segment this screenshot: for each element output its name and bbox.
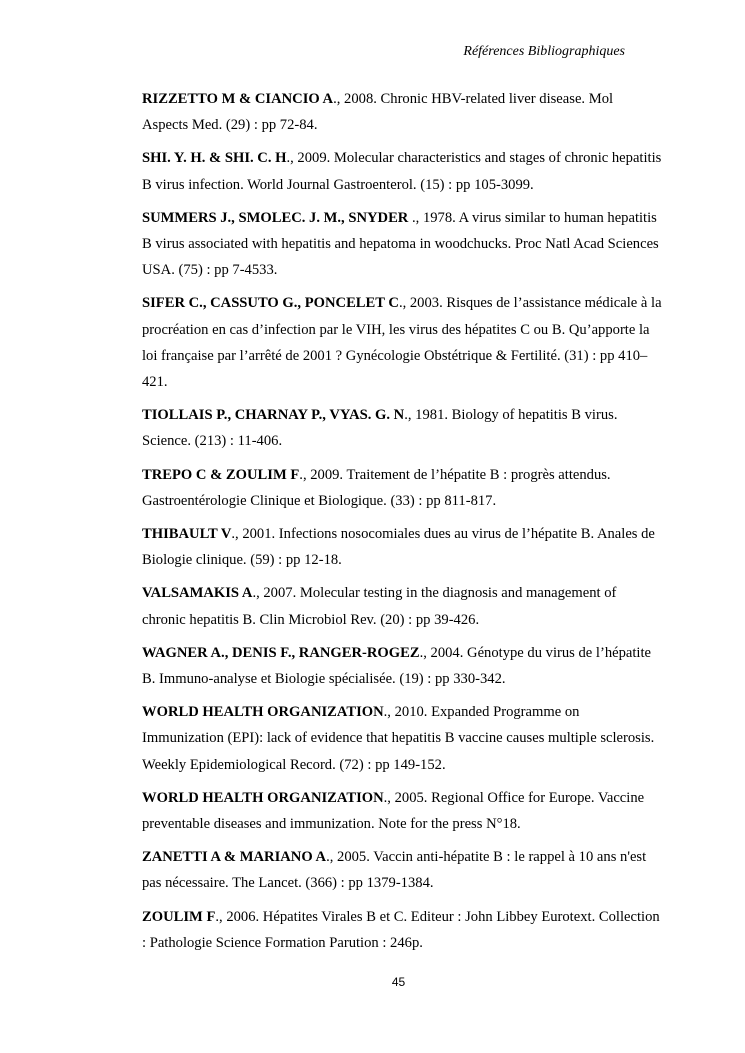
reference-authors: WAGNER A., DENIS F., RANGER-ROGEZ	[142, 644, 420, 661]
reference-details: ., 2009. Traitement de l’hépatite B : progrès attendus. Gastroentérologie Clinique et Biologique. (33) : pp 811-817.	[142, 466, 611, 509]
reference-authors: RIZZETTO M & CIANCIO A	[142, 91, 334, 107]
reference-authors: TIOLLAIS P., CHARNAY P., VYAS. G. N	[142, 407, 405, 424]
reference-details: ., 2001. Infections nosocomiales dues au virus de l’hépatite B. Anales de Biologie clinique. (59) : pp 12-18.	[142, 526, 655, 569]
reference-details: ., 2003. Risques de l’assistance médicale à la procréation en cas d’infection par le VIH, les virus des hépatites C ou B. Qu’apporte la loi française par l’arrêté de 2001 ? Gynécologie Obstétrique & Fertilité. (31) : pp 410–421.	[142, 295, 662, 391]
reference-entry	[142, 290, 662, 395]
reference-entry	[142, 699, 662, 778]
reference-entry	[142, 462, 662, 514]
reference-authors: THIBAULT V	[142, 526, 232, 543]
reference-list	[142, 86, 662, 963]
reference-entry	[142, 640, 662, 692]
reference-entry	[142, 521, 662, 573]
reference-details: ., 2010. Expanded Programme on Immunization (EPI): lack of evidence that hepatitis B vaccine causes multiple sclerosis. Weekly Epidemiological Record. (72) : pp 149-152.	[142, 704, 655, 773]
reference-details: ., 2004. Génotype du virus de l’hépatite B. Immuno-analyse et Biologie spécialisée. (19) : pp 330-342.	[142, 644, 652, 688]
reference-entry	[142, 904, 662, 956]
reference-authors: SUMMERS J., SMOLEC. J. M., SNYDER	[142, 209, 409, 226]
reference-authors: ZOULIM F	[142, 908, 216, 925]
page-number: 45	[391, 975, 406, 989]
reference-authors: ZANETTI A & MARIANO A	[142, 849, 327, 866]
reference-entry	[142, 402, 662, 454]
reference-details: ., 1978. A virus similar to human hepatitis B virus associated with hepatitis and hepatoma in woodchucks. Proc Natl Acad Sciences USA. (75) : pp 7-4533.	[142, 209, 659, 279]
reference-authors: WORLD HEALTH ORGANIZATION	[142, 704, 384, 721]
reference-details: ., 2005. Vaccin anti-hépatite B : le rappel à 10 ans n'est pas nécessaire. The Lancet. (366) : pp 1379-1384.	[142, 849, 647, 892]
reference-authors: TREPO C & ZOULIM F	[142, 466, 300, 483]
running-header: Références Bibliographiques	[463, 44, 625, 59]
reference-details: ., 2005. Regional Office for Europe. Vaccine preventable diseases and immunization. Note for the press N°18.	[142, 789, 645, 833]
reference-entry	[142, 580, 662, 632]
reference-details: ., 2007. Molecular testing in the diagnosis and management of chronic hepatitis B. Clin Microbiol Rev. (20) : pp 39-426.	[142, 585, 617, 628]
reference-authors: WORLD HEALTH ORGANIZATION	[142, 789, 384, 806]
reference-entry	[142, 785, 662, 837]
reference-entry	[142, 844, 662, 896]
reference-details: ., 2009. Molecular characteristics and stages of chronic hepatitis B virus infection. World Journal Gastroenterol. (15) : pp 105-3099.	[142, 150, 662, 193]
reference-authors: SIFER C., CASSUTO G., PONCELET C	[142, 295, 399, 312]
reference-entry	[142, 86, 662, 138]
reference-authors: SHI. Y. H. & SHI. C. H	[142, 150, 287, 167]
reference-details: ., 2008. Chronic HBV-related liver disease. Mol Aspects Med. (29) : pp 72-84.	[142, 91, 614, 134]
reference-details: ., 1981. Biology of hepatitis B virus. Science. (213) : 11-406.	[142, 407, 618, 450]
reference-authors: VALSAMAKIS A	[142, 585, 253, 602]
reference-entry	[142, 205, 662, 284]
reference-entry	[142, 145, 662, 197]
reference-details: ., 2006. Hépatites Virales B et C. Editeur : John Libbey Eurotext. Collection : Pathologie Science Formation Parution : 246p.	[142, 908, 660, 951]
